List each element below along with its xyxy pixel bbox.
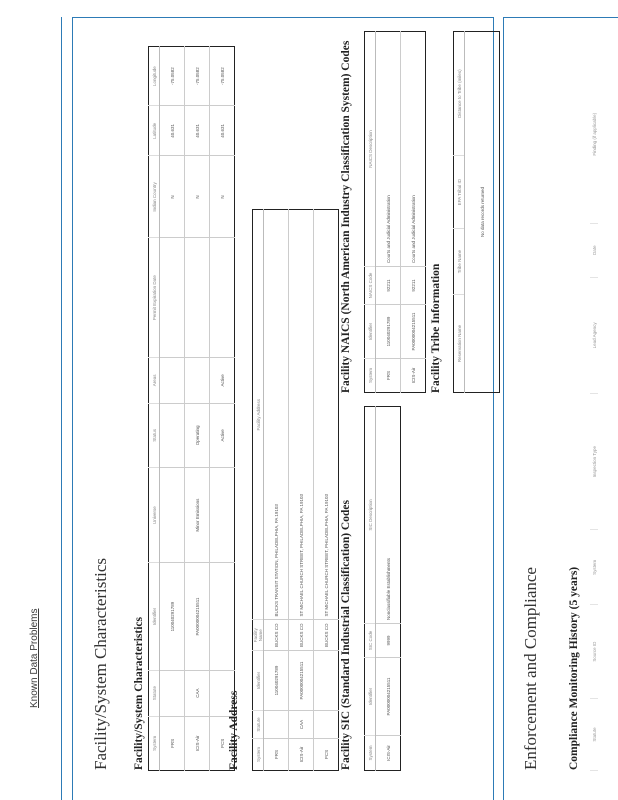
- cell: -75.0582: [185, 47, 210, 106]
- enforcement-title: Enforcement and Compliance: [521, 567, 540, 770]
- col-header: Facility Name: [253, 620, 264, 651]
- cell: [160, 238, 185, 358]
- sic-table: [364, 406, 401, 771]
- col-header: SIC Description: [365, 407, 376, 624]
- table-row: [314, 210, 339, 771]
- col-header: SIC Code: [365, 624, 376, 658]
- monitoring-table: [590, 46, 598, 771]
- col-header: System: [365, 736, 376, 771]
- table-row: [376, 407, 401, 771]
- cell: 40.631: [160, 106, 185, 156]
- col-header: Identifier: [253, 651, 264, 711]
- col-header: Finding (if applicable): [590, 46, 598, 223]
- empty-message: No data records returned: [465, 32, 500, 393]
- address-table: [252, 209, 339, 771]
- section-title: Facility/System Characteristics: [91, 558, 110, 770]
- tribe-title: Facility Tribe Information: [430, 263, 442, 393]
- table-row: [401, 32, 426, 393]
- cell: [160, 403, 185, 467]
- col-header: NAICS Description: [365, 32, 376, 267]
- cell: ST MICHAEL CHURCH STREET, PHILADELPHIA, PA 19103: [314, 210, 339, 620]
- cell: PA0000004215511: [185, 563, 210, 670]
- cell: BUCKS CO: [264, 620, 289, 651]
- col-header: Facility Address: [253, 210, 264, 620]
- cell: BUCKS CO: [289, 620, 314, 651]
- cell: CAA: [289, 711, 314, 739]
- cell: ICIS-Air: [376, 736, 401, 771]
- col-header: EPA Tribal ID: [454, 156, 465, 229]
- cell: [185, 357, 210, 403]
- cell: Minor Emissions: [185, 467, 210, 563]
- col-header: System: [149, 716, 160, 770]
- tribe-table: [453, 31, 500, 393]
- cell: 40.631: [185, 106, 210, 156]
- cell: 9999: [376, 624, 401, 658]
- cell: CAA: [185, 670, 210, 716]
- col-header: System: [365, 359, 376, 393]
- col-header: Permit Expiration Date: [149, 238, 160, 358]
- address-title: Facility Address: [228, 690, 240, 770]
- col-header: System: [253, 739, 264, 771]
- cell: N: [210, 156, 235, 238]
- cell: 110040291789: [376, 305, 401, 359]
- cell: Courts and Judicial Administration: [401, 32, 426, 267]
- cell: ST MICHAEL CHURCH STREET, PHILADELPHIA, PA 19103: [289, 210, 314, 620]
- col-header: Lead Agency: [590, 277, 598, 393]
- table-row: [210, 47, 235, 771]
- col-header: Areas: [149, 357, 160, 403]
- cell: -75.0582: [160, 47, 185, 106]
- cell: BUCKS TRANSIT STATION, PHILADELPHIA, PA 19103: [264, 210, 289, 620]
- cell: N: [160, 156, 185, 238]
- table-row: [264, 210, 289, 771]
- cell: ICIS-Air: [401, 359, 426, 393]
- table-row: [185, 47, 210, 771]
- cell: [314, 711, 339, 739]
- naics-table: [364, 31, 426, 393]
- table-row: [465, 32, 500, 393]
- cell: 110040291789: [264, 651, 289, 711]
- monitoring-title: Compliance Monitoring History (5 years): [568, 566, 580, 770]
- cell: -75.0582: [210, 47, 235, 106]
- cell: Active: [210, 357, 235, 403]
- cell: PA0000004215511: [289, 651, 314, 711]
- col-header: Identifier: [365, 305, 376, 359]
- cell: Nonclassifiable Establishments: [376, 407, 401, 624]
- cell: FRS: [376, 359, 401, 393]
- cell: [160, 467, 185, 563]
- col-header: System: [590, 530, 598, 605]
- col-header: Reservation Name: [454, 294, 465, 392]
- cell: BUCKS CO: [314, 620, 339, 651]
- col-header: Statute: [149, 670, 160, 716]
- cell: [210, 563, 235, 670]
- cell: Operating: [185, 403, 210, 467]
- cell: 40.631: [210, 106, 235, 156]
- cell: Active: [210, 403, 235, 467]
- cell: PCS: [314, 739, 339, 771]
- cell: 110040291789: [160, 563, 185, 670]
- cell: [185, 238, 210, 358]
- cell: PA0000004215511: [376, 658, 401, 736]
- cell: FRS: [264, 739, 289, 771]
- cell: 92211: [401, 267, 426, 305]
- col-header: NAICS Code: [365, 267, 376, 305]
- col-header: Statute: [253, 711, 264, 739]
- col-header: Date: [590, 223, 598, 277]
- naics-title: Facility NAICS (North American Industry Classification System) Codes: [340, 40, 352, 393]
- table-row: [376, 32, 401, 393]
- col-header: Latitude: [149, 106, 160, 156]
- cell: ICIS-Air: [289, 739, 314, 771]
- cell: PA0000004215511: [401, 305, 426, 359]
- col-header: Distance to Tribe (miles): [454, 32, 465, 156]
- col-header: Identifier: [149, 563, 160, 670]
- cell: ICIS-Air: [185, 716, 210, 770]
- cell: FRS: [160, 716, 185, 770]
- cell: [160, 357, 185, 403]
- col-header: Source ID: [590, 605, 598, 699]
- cell: 92211: [376, 267, 401, 305]
- cell: [210, 238, 235, 358]
- cell: [160, 670, 185, 716]
- sic-title: Facility SIC (Standard Industrial Classification) Codes: [340, 500, 352, 770]
- col-header: Inspection Type: [590, 393, 598, 529]
- col-header: Universe: [149, 467, 160, 563]
- known-data-problems-link[interactable]: Known Data Problems: [29, 608, 40, 708]
- cell: [264, 711, 289, 739]
- table-row: [289, 210, 314, 771]
- col-header: Indian Country: [149, 156, 160, 238]
- col-header: Tribe Name: [454, 229, 465, 295]
- col-header: Status: [149, 403, 160, 467]
- table-row: [160, 47, 185, 771]
- cell: [210, 467, 235, 563]
- col-header: Identifier: [365, 658, 376, 736]
- col-header: Longitude: [149, 47, 160, 106]
- characteristics-title: Facility/System Characteristics: [133, 617, 145, 770]
- col-header: Statute: [590, 698, 598, 770]
- cell: [314, 651, 339, 711]
- cell: PCS: [210, 716, 235, 770]
- characteristics-table: [148, 46, 235, 771]
- cell: N: [185, 156, 210, 238]
- cell: Courts and Judicial Administration: [376, 32, 401, 267]
